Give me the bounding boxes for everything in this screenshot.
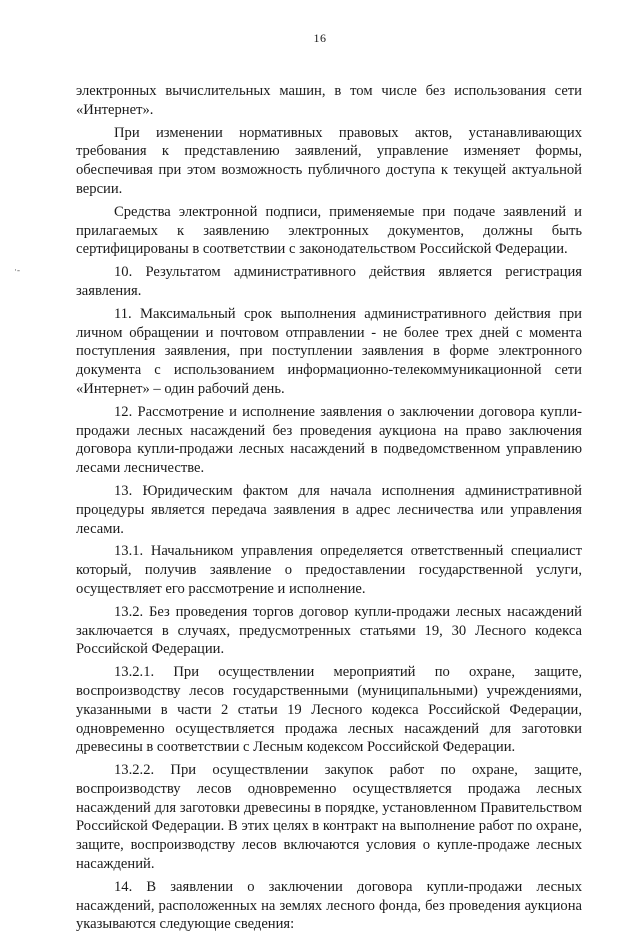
paragraph: электронных вычислительных машин, в том числе без использования сети «Интернет». bbox=[76, 83, 582, 118]
paragraph: 13.2.1. При осуществлении мероприятий по охране, защите, воспроизводству лесов государственными (муниципальными) учреждениями, указанными в части 2 статьи 19 Лесного кодекса Российской Федерации, одновременно осуществляется продажа лесных насаждений для заготовки древесины в соответствии с Лесным кодексом Российской Федерации. bbox=[76, 664, 582, 756]
paragraph: 13.2. Без проведения торгов договор купли-продажи лесных насаждений заключается в случаях, предусмотренных статьями 19, 30 Лесного кодекса Российской Федерации. bbox=[76, 603, 582, 658]
paragraph: 14. В заявлении о заключении договора купли-продажи лесных насаждений, расположенных на землях лесного фонда, без проведения аукциона указываются следующие сведения: bbox=[76, 878, 582, 933]
paragraph: 13.2.2. При осуществлении закупок работ по охране, защите, воспроизводству лесов одновременно осуществляется продажа лесных насаждений для заготовки древесины в порядке, установленном Правительством Российской Федерации. В этих целях в контракт на выполнение работ по охране, защите, воспроизводству лесов включаются условия о купле-продаже лесных насаждений. bbox=[76, 762, 582, 873]
paragraph: 13.1. Начальником управления определяется ответственный специалист который, получив заявление о предоставлении государственной услуги, осуществляет его рассмотрение и исполнение. bbox=[76, 543, 582, 597]
paragraph: 12. Рассмотрение и исполнение заявления о заключении договора купли-продажи лесных насаждений без проведения аукциона на право заключения договора купли-продажи лесных насаждений в подведомственном управлению лесами лесничестве. bbox=[76, 403, 582, 477]
paragraph: При изменении нормативных правовых актов, устанавливающих требования к представлению заявлений, управление изменяет формы, обеспечивая при этом возможность публичного доступа к текущей актуальной версии. bbox=[76, 124, 582, 197]
document-body bbox=[76, 82, 582, 938]
paragraph: 13. Юридическим фактом для начала исполнения административной процедуры является передача заявления в адрес лесничества или управления лесами. bbox=[76, 482, 582, 537]
paragraph: Средства электронной подписи, применяемые при подаче заявлений и прилагаемых к заявлению электронных документов, должны быть сертифицированы в соответствии с законодательством Российской Федерации. bbox=[76, 203, 582, 258]
margin-mark: ·- bbox=[14, 265, 20, 275]
paragraph: 11. Максимальный срок выполнения административного действия при личном обращении и почтовом отправлении - не более трех дней с момента поступления заявления, при поступлении заявления в форме электронного документа с использованием информационно-телекоммуникационной сети «Интернет» – один рабочий день. bbox=[76, 305, 582, 397]
page-number: 16 bbox=[313, 31, 327, 45]
paragraph: 10. Результатом административного действия является регистрация заявления. bbox=[76, 264, 582, 299]
